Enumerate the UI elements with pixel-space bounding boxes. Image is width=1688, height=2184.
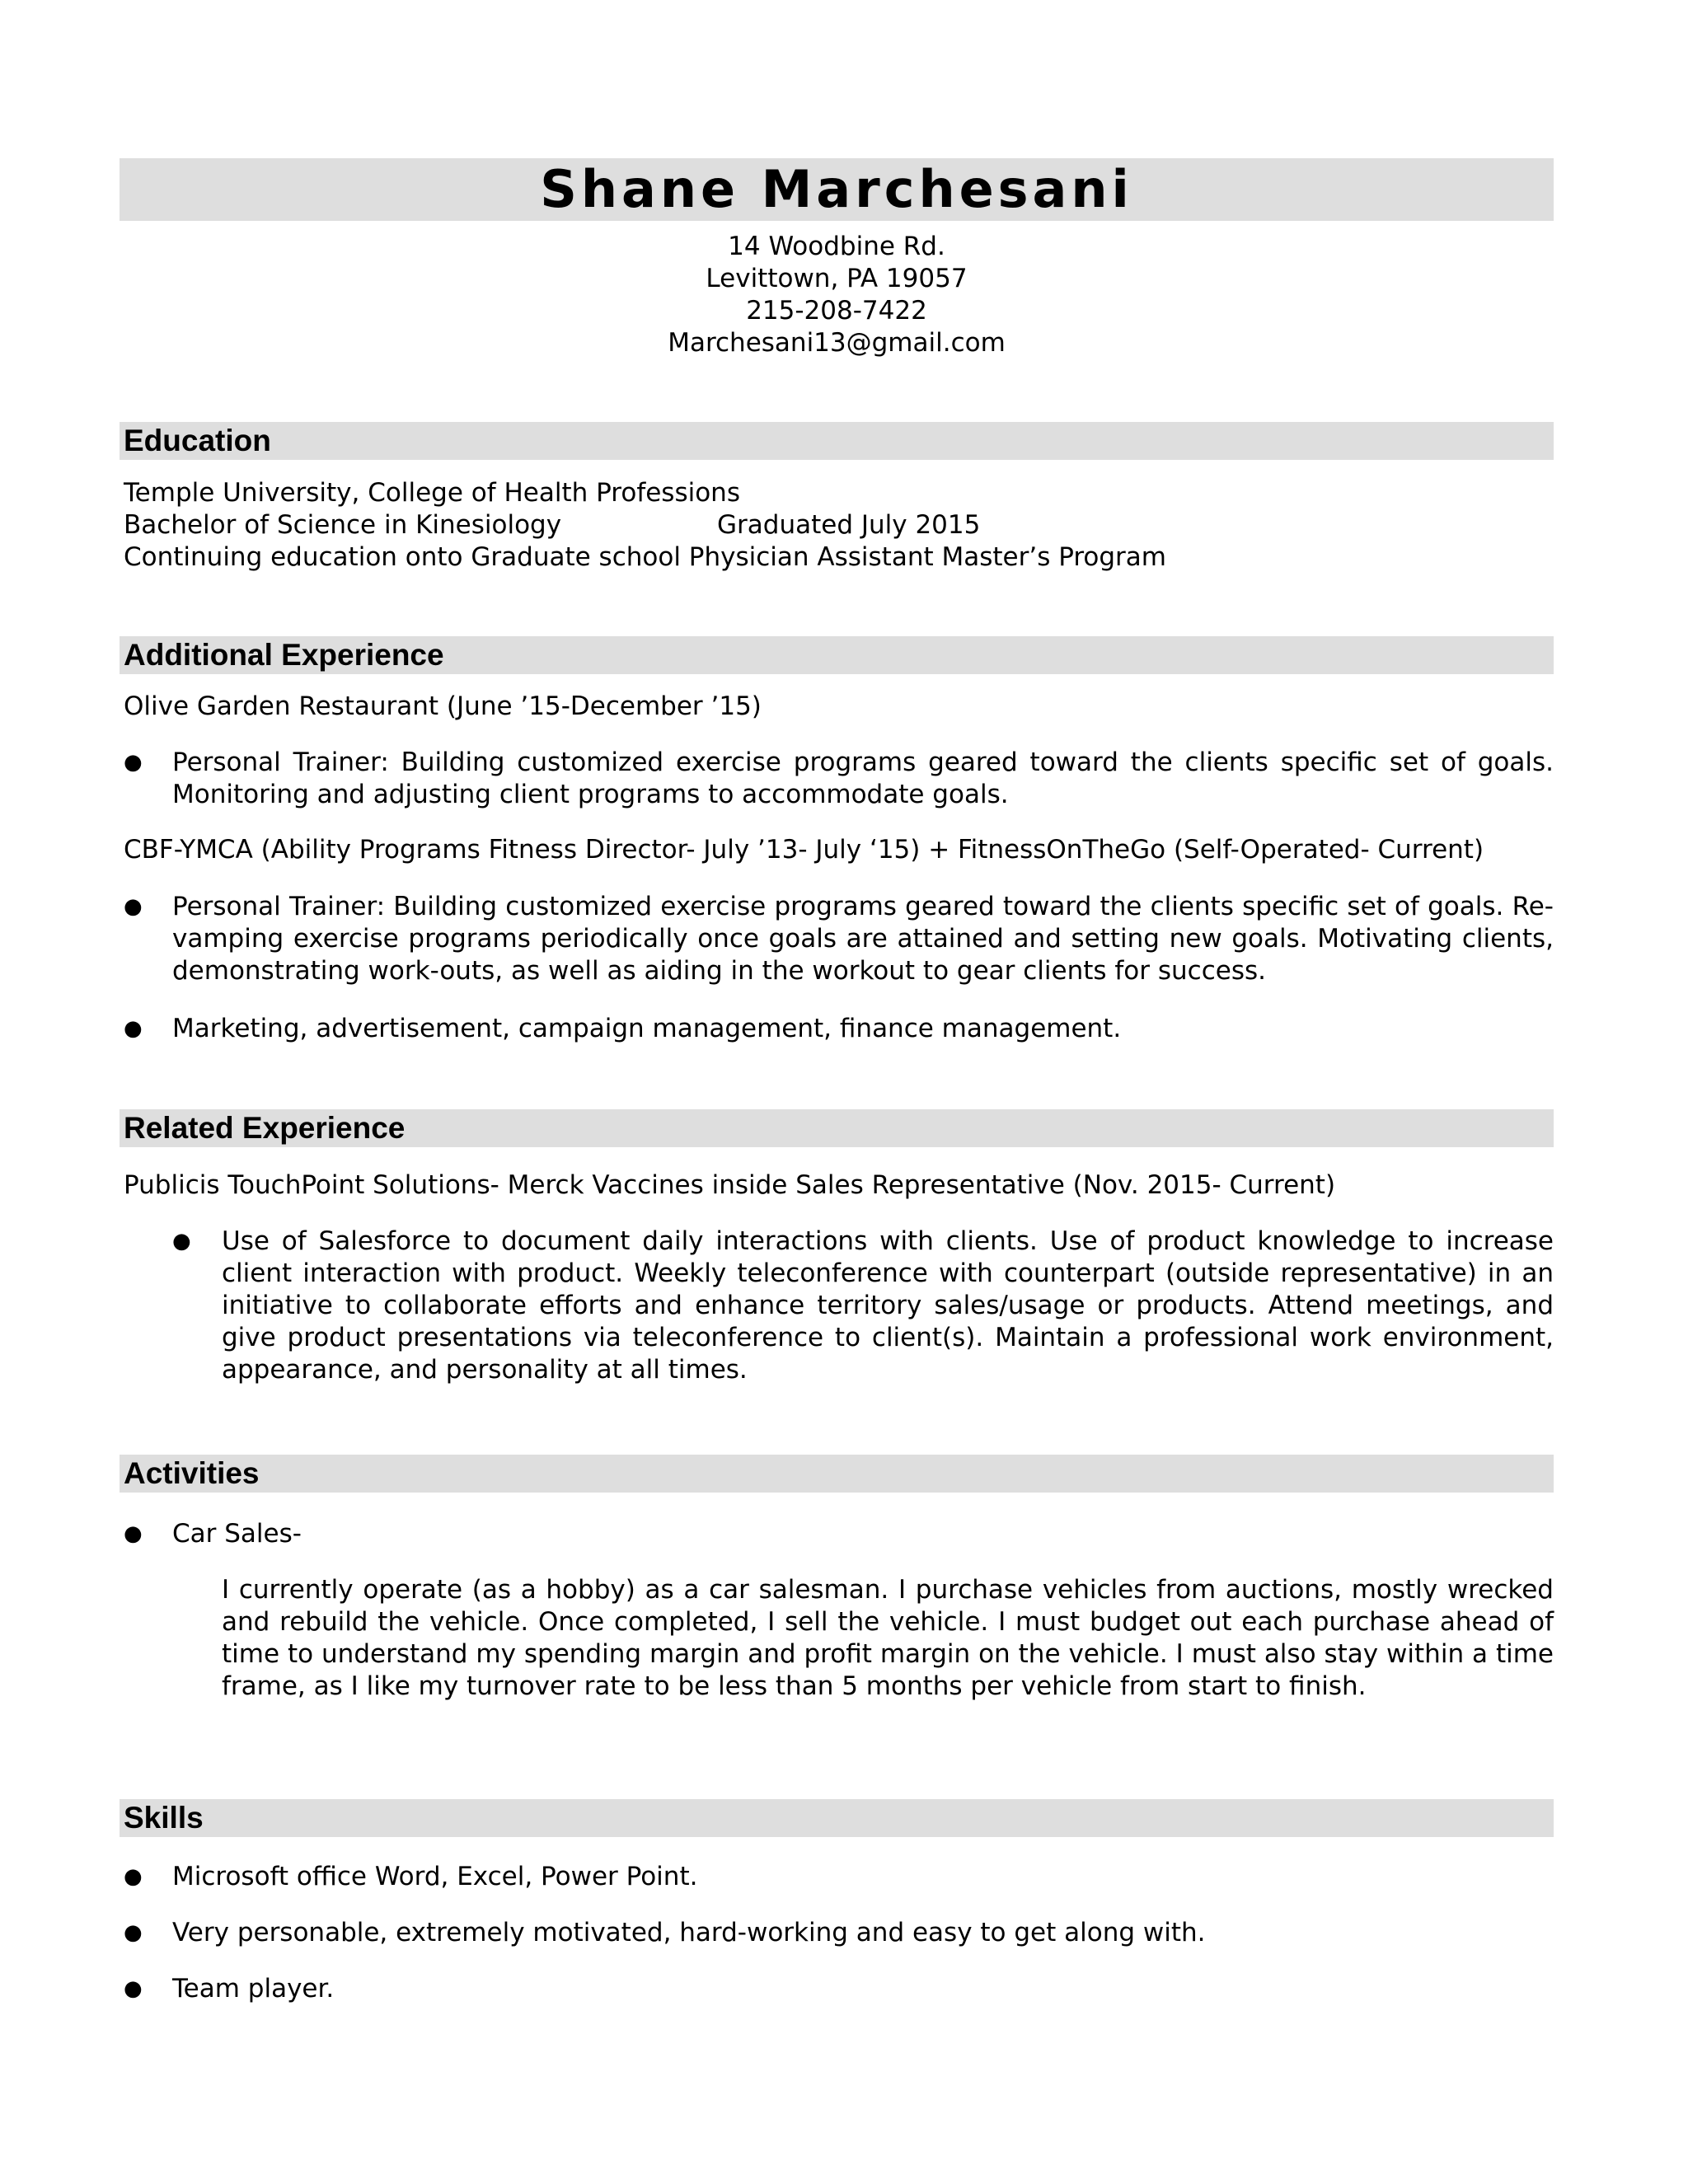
job-publicis-title: Publicis TouchPoint Solutions- Merck Vaccines inside Sales Representative (Nov. 2015- Current) [124,1170,1336,1200]
bullet-icon: ● [172,1229,191,1254]
education-section-bar [120,422,1554,460]
skill-item-office: Microsoft office Word, Excel, Power Point. [172,1862,698,1891]
address-line-1: 14 Woodbine Rd. [728,232,945,261]
job-publicis-bullet: Use of Salesforce to document daily interactions with clients. Use of product knowledge to increase client interaction with product. Weekly teleconference with counterpart (outside representative) in an initiative to collaborate efforts and enhance territory sales/usage or products. Attend meetings, and give product presentations via teleconference to client(s). Maintain a professional work environment, appearance, and personality at all times. [222,1226,1554,1385]
education-school: Temple University, College of Health Professions [124,478,740,508]
education-heading: Education [124,424,271,457]
skills-heading: Skills [124,1801,204,1835]
job-olive-garden-bullet: Personal Trainer: Building customized exercise programs geared toward the clients specific set of goals. Monitoring and adjusting client programs to accommodate goals. [172,748,1554,809]
activity-car-sales-description: I currently operate (as a hobby) as a car salesman. I purchase vehicles from auctions, mostly wrecked and rebuild the vehicle. Once completed, I sell the vehicle. I must budget out each purchase ahead of time to understand my spending margin and profit margin on the vehicle. I must also stay within a time frame, as I like my turnover rate to be less than 5 months per vehicle from start to finish. [222,1575,1554,1701]
activity-car-sales-title: Car Sales- [172,1519,302,1549]
related-experience-section-bar [120,1109,1554,1147]
education-degree: Bachelor of Science in Kinesiology [124,510,562,540]
skills-section-bar [120,1799,1554,1837]
job-ymca-bullet-1: Personal Trainer: Building customized exercise programs geared toward the clients specific set of goals. Re-vamping exercise programs periodically once goals are attained and setting new goals. Motivating clients, demonstrating work-outs, as well as aiding in the workout to gear clients for success. [172,892,1554,986]
bullet-icon: ● [124,1016,143,1041]
phone-number: 215-208-7422 [746,296,927,326]
education-graduated: Graduated July 2015 [717,510,981,540]
additional-experience-heading: Additional Experience [124,638,444,672]
job-olive-garden-title: Olive Garden Restaurant (June ’15-December ’15) [124,691,762,721]
bullet-icon: ● [124,1521,143,1546]
email-address: Marchesani13@gmail.com [668,328,1006,358]
activities-heading: Activities [124,1456,260,1490]
additional-experience-section-bar [120,636,1554,674]
name-header-bar [120,158,1554,221]
bullet-icon: ● [124,1864,143,1889]
bullet-icon: ● [124,894,143,919]
skill-item-personable: Very personable, extremely motivated, hard-working and easy to get along with. [172,1918,1206,1947]
contact-block [120,231,1554,359]
bullet-icon: ● [124,1976,143,2001]
bullet-icon: ● [124,750,143,775]
activities-section-bar [120,1455,1554,1493]
job-ymca-title: CBF-YMCA (Ability Programs Fitness Director- July ’13- July ‘15) + FitnessOnTheGo (Self-Operated- Current) [124,835,1484,865]
address-line-2: Levittown, PA 19057 [706,264,968,293]
skill-item-team-player: Team player. [172,1974,335,2004]
candidate-name: Shane Marchesani [540,159,1133,219]
job-ymca-bullet-2: Marketing, advertisement, campaign management, finance management. [172,1014,1122,1043]
bullet-icon: ● [124,1920,143,1945]
related-experience-heading: Related Experience [124,1111,406,1145]
education-continuing: Continuing education onto Graduate school Physician Assistant Master’s Program [124,542,1166,572]
